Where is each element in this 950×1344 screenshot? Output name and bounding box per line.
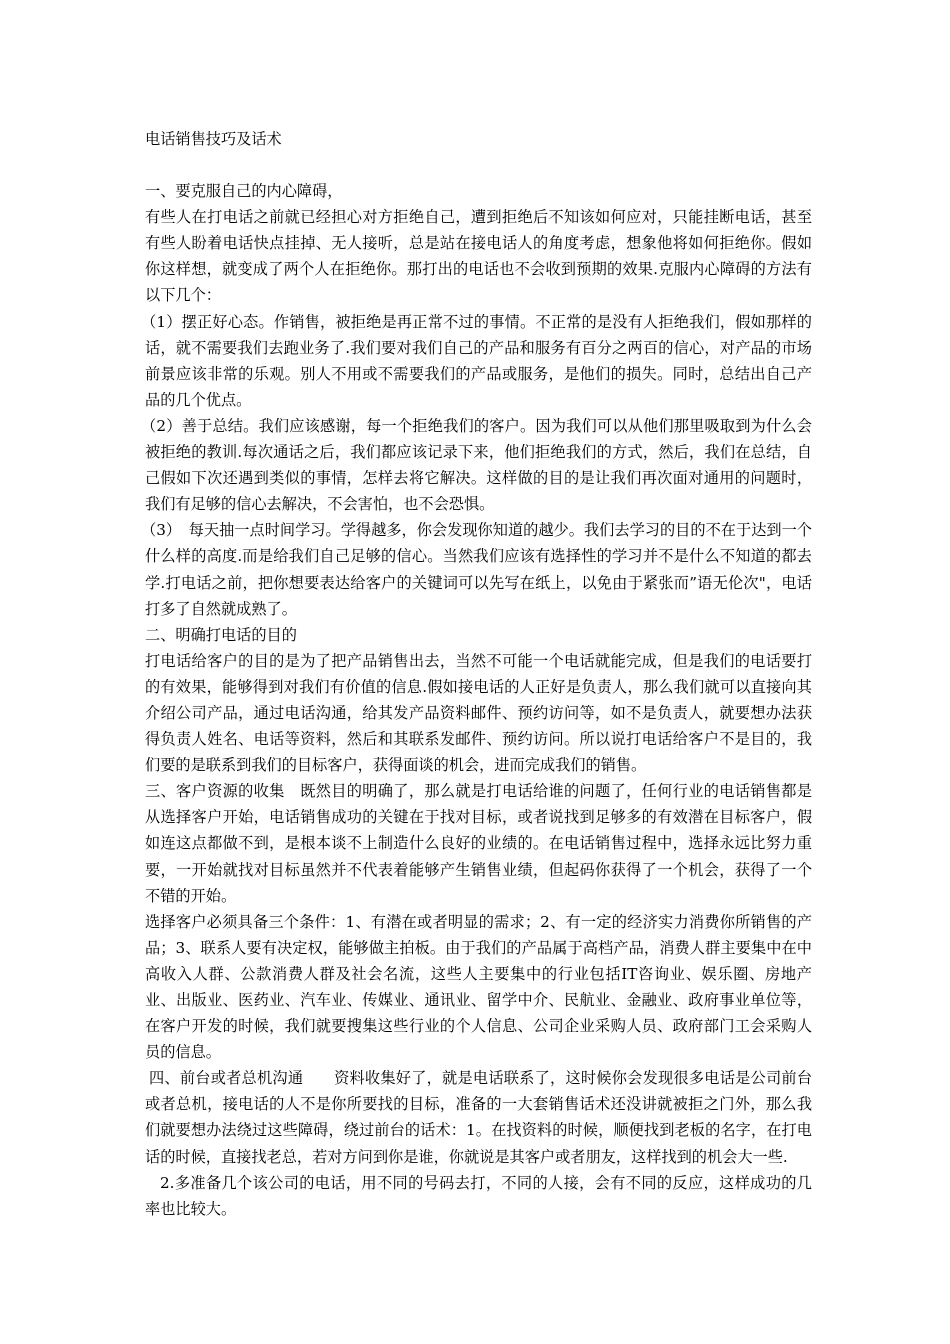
document-title: 电话销售技巧及话术	[145, 130, 282, 148]
section-heading-1: 一、要克服自己的内心障碍，	[145, 182, 343, 201]
paragraph-customer-criteria: 选择客户必须具备三个条件：1、有潜在或者明显的需求；2、有一定的经济实力消费你所销售的产品；3、联系人要有决定权，能够做主拍板。由于我们的产品属于高档产品，消费人群主要集中在中高收入人群、公款消费人群及社会名流，这些人主要集中的行业包括IT咨询业、娱乐圈、房地产业、出版业、医药业、汽车业、传媒业、通讯业、留学中介、民航业、金融业、政府事业单位等，在客户开发的时候，我们就要搜集这些行业的个人信息、公司企业采购人员、政府部门工会采购人员的信息。	[145, 912, 812, 1062]
paragraph-purpose: 打电话给客户的目的是为了把产品销售出去，当然不可能一个电话就能完成，但是我们的电话要打的有效果，能够得到对我们有价值的信息.假如接电话的人正好是负责人，那么我们就可以直接向其介绍公司产品，通过电话沟通，给其发产品资料邮件、预约访问等，如不是负责人，就要想办法获得负责人姓名、电话等资料，然后和其联系发邮件、预约访问。所以说打电话给客户不是目的，我们要的是联系到我们的目标客户，获得面谈的机会，进而完成我们的销售。	[145, 651, 812, 775]
paragraph-tip-2: 2.多准备几个该公司的电话，用不同的号码去打，不同的人接，会有不同的反应，这样成功的几率也比较大。	[145, 1173, 812, 1218]
paragraph-section-4: 四、前台或者总机沟通 资料收集好了，就是电话联系了，这时候你会发现很多电话是公司前台或者总机，接电话的人不是你所要找的目标，准备的一大套销售话术还没讲就被拒之门外，那么我们就要想办法绕过这些障碍，绕过前台的话术：1。在找资料的时候，顺便找到老板的名字，在打电话的时候，直接找老总，若对方问到你是谁，你就说是其客户或者朋友，这样找到的机会大一些.	[145, 1069, 812, 1166]
document-page	[141, 126, 812, 1222]
paragraph-point-2: （2）善于总结。我们应该感谢，每一个拒绝我们的客户。因为我们可以从他们那里吸取到为什么会被拒绝的教训.每次通话之后，我们都应该记录下来，他们拒绝我们的方式，然后，我们在总结，自己假如下次还遇到类似的事情，怎样去将它解决。这样做的目的是让我们再次面对通用的问题时，我们有足够的信心去解决，不会害怕，也不会恐惧。	[141, 416, 812, 514]
section-heading-2: 二、明确打电话的目的	[145, 625, 297, 644]
paragraph-point-3: （3） 每天抽一点时间学习。学得越多，你会发现你知道的越少。我们去学习的目的不在于达到一个什么样的高度.而是给我们自己足够的信心。当然我们应该有选择性的学习并不是什么不知道的都去学.打电话之前，把你想要表达给客户的关键词可以先写在纸上，以免由于紧张而”语无伦次"，电话打多了自然就成熟了。	[141, 521, 812, 618]
paragraph-intro: 有些人在打电话之前就已经担心对方拒绝自己，遭到拒绝后不知该如何应对，只能挂断电话，甚至有些人盼着电话快点挂掉、无人接听，总是站在接电话人的角度考虑，想象他将如何拒绝你。假如你这样想，就变成了两个人在拒绝你。那打出的电话也不会收到预期的效果.克服内心障碍的方法有以下几个：	[145, 208, 812, 305]
paragraph-point-1: （1）摆正好心态。作销售，被拒绝是再正常不过的事情。不正常的是没有人拒绝我们，假如那样的话，就不需要我们去跑业务了.我们要对我们自己的产品和服务有百分之两百的信心，对产品的市场前景应该非常的乐观。别人不用或不需要我们的产品或服务，是他们的损失。同时，总结出自己产品的几个优点。	[141, 312, 812, 409]
paragraph-section-3: 三、客户资源的收集 既然目的明确了，那么就是打电话给谁的问题了，任何行业的电话销售都是从选择客户开始，电话销售成功的关键在于找对目标，或者说找到足够多的有效潜在目标客户，假如连这点都做不到，是根本谈不上制造什么良好的业绩的。在电话销售过程中，选择永远比努力重要，一开始就找对目标虽然并不代表着能够产生销售业绩，但起码你获得了一个机会，获得了一个不错的开始。	[145, 782, 812, 905]
